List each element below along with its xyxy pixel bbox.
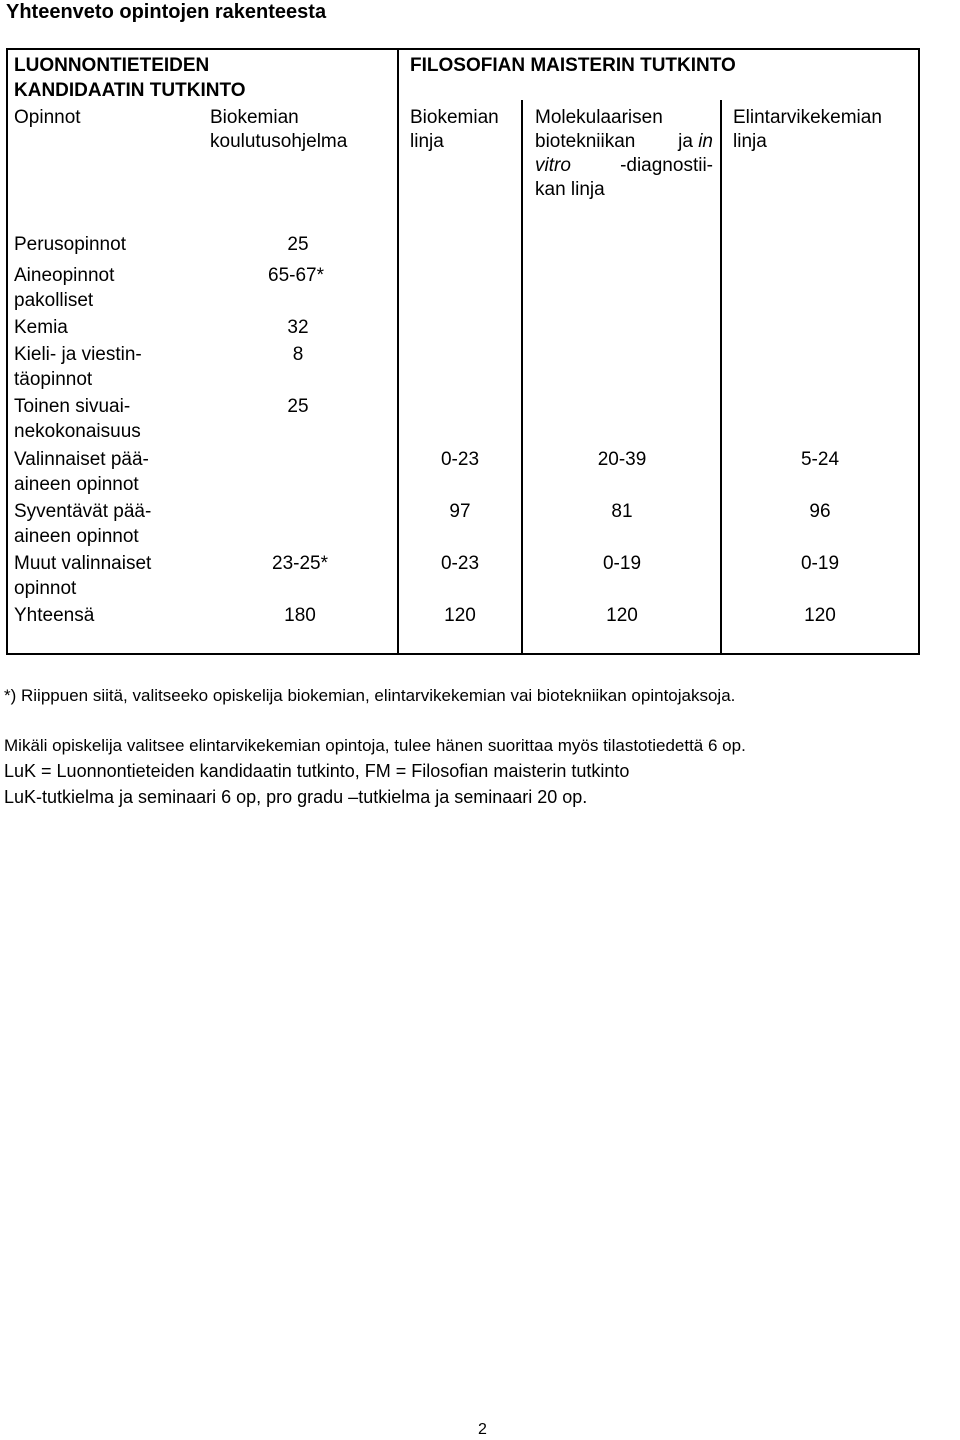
row-label-cont: aineen opinnot — [14, 474, 139, 495]
col-header-opinnot: Opinnot — [14, 107, 81, 128]
cell-luk: 8 — [292, 344, 304, 365]
cell-mol: 20-39 — [597, 449, 647, 470]
row-label-cont: nekokonaisuus — [14, 421, 141, 442]
note-line-2: LuK = Luonnontieteiden kandidaatin tutkinto, FM = Filosofian maisterin tutkinto — [4, 761, 630, 781]
cell-luk: 180 — [284, 605, 316, 626]
header-luk-line1: LUONNONTIETEIDEN — [14, 55, 210, 76]
cell-luk: 25 — [287, 396, 309, 417]
row-label: Toinen sivuai- — [14, 396, 131, 417]
footnote: *) Riippuen siitä, valitseeko opiskelija biokemian, elintarvikekemian vai biotekniikan opintojaksoja. — [4, 686, 736, 705]
cell-food: 0-19 — [800, 553, 840, 574]
cell-bio: 0-23 — [440, 553, 480, 574]
row-label: Valinnaiset pää- — [14, 449, 149, 470]
mol-food-divider — [720, 100, 722, 655]
row-label-cont: täopinnot — [14, 369, 93, 390]
cell-food: 120 — [804, 605, 836, 626]
row-label: Yhteensä — [14, 605, 95, 626]
cell-luk: 23-25* — [272, 553, 328, 574]
page-title: Yhteenveto opintojen rakenteesta — [6, 1, 327, 23]
row-label-cont: pakolliset — [14, 290, 94, 311]
cell-bio: 97 — [449, 501, 471, 522]
cell-food: 96 — [809, 501, 831, 522]
cell-luk: 25 — [287, 234, 309, 255]
cell-bio: 120 — [444, 605, 476, 626]
cell-food: 5-24 — [800, 449, 840, 470]
note-line-1: Mikäli opiskelija valitsee elintarvikekemian opintoja, tulee hänen suorittaa myös tilastotiedettä 6 op. — [4, 736, 746, 755]
col-header-food-line: Elintarvikekemian linja — [733, 107, 882, 152]
cell-luk: 32 — [287, 317, 309, 338]
row-label: Syventävät pää- — [14, 501, 152, 522]
page-number: 2 — [478, 1421, 487, 1438]
cell-luk: 65-67* — [268, 265, 324, 286]
col-header-bio-programme: Biokemian koulutusohjelma — [210, 107, 348, 152]
cell-mol: 120 — [606, 605, 638, 626]
note-line-3: LuK-tutkielma ja seminaari 6 op, pro gradu –tutkielma ja seminaari 20 op. — [4, 787, 588, 807]
header-fm: FILOSOFIAN MAISTERIN TUTKINTO — [410, 55, 736, 76]
cell-bio: 0-23 — [440, 449, 480, 470]
header-luk-line2: KANDIDAATIN TUTKINTO — [14, 80, 246, 101]
bio-mol-divider — [521, 100, 523, 655]
row-label: Aineopinnot — [14, 265, 115, 286]
cell-mol: 81 — [611, 501, 633, 522]
row-label: Muut valinnaiset — [14, 553, 152, 574]
row-label: Perusopinnot — [14, 234, 126, 255]
row-label: Kemia — [14, 317, 68, 338]
col-header-molecular-line: Molekulaarisen biotekniikan ja in vitro -diagnostii- kan linja — [535, 107, 713, 200]
col-header-bio-line: Biokemian linja — [410, 107, 499, 152]
luk-fm-divider — [397, 48, 399, 655]
row-label: Kieli- ja viestin- — [14, 344, 142, 365]
cell-mol: 0-19 — [602, 553, 642, 574]
row-label-cont: opinnot — [14, 578, 77, 599]
row-label-cont: aineen opinnot — [14, 526, 139, 547]
